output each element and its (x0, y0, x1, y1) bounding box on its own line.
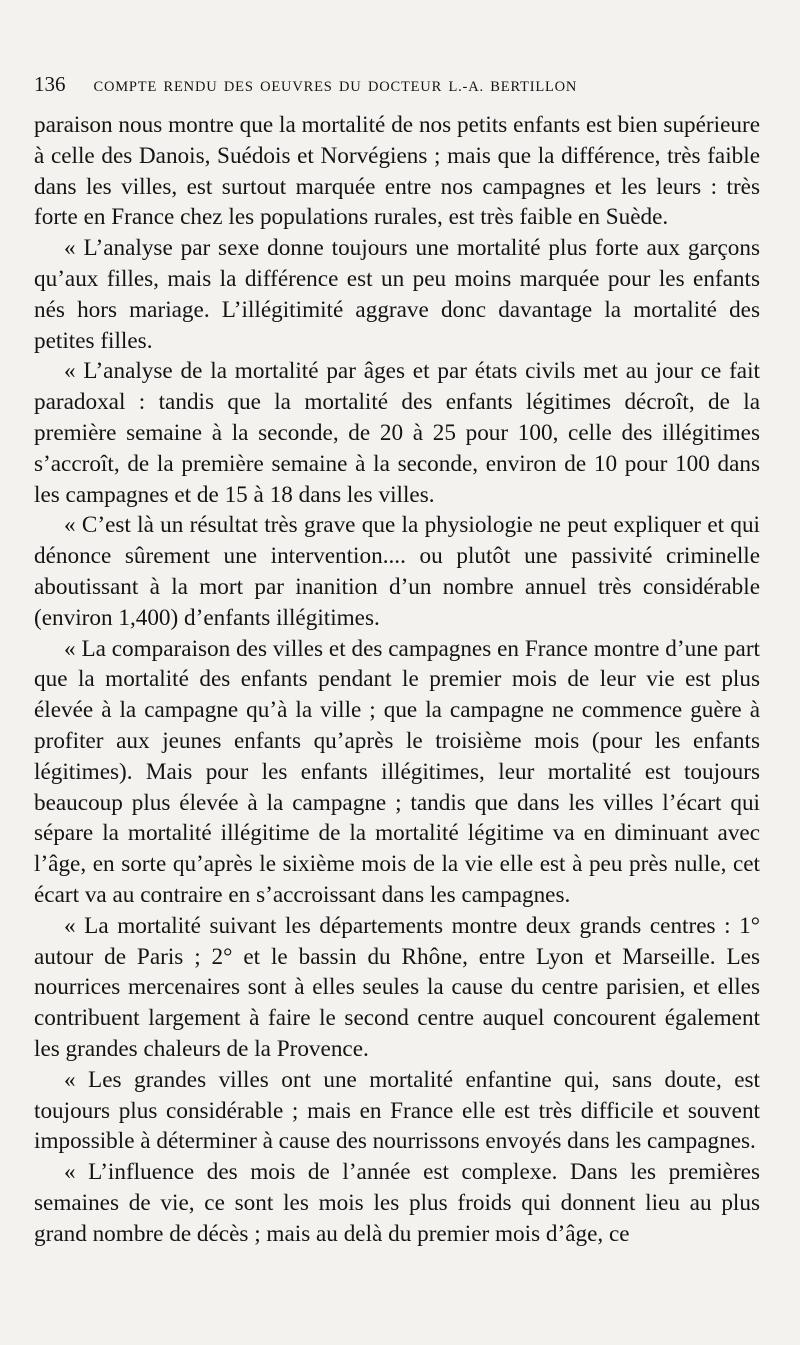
paragraph-continued: paraison nous montre que la mortalité de nos petits enfants est bien supérieure à celle des Danois, Suédois et Norvégiens ; mais que la différence, très faible dans les villes, est surtout marquée entre nos campagnes et les leurs : très forte en France chez les populations rurales, est très faible en Suède. (34, 112, 760, 231)
page-number: 136 (34, 72, 66, 96)
paragraph: « La mortalité suivant les départements montre deux grands centres : 1° autour de Paris ; 2° et le bassin du Rhône, entre Lyon et Marseille. Les nourrices mercenaires sont à elles seules la cause du centre parisien, et elles contribuent largement à faire le second centre auquel concourent également les grandes chaleurs de la Provence. (34, 912, 760, 1062)
paragraph: « La comparaison des villes et des campagnes en France montre d’une part que la mortalité des enfants pendant le premier mois de leur vie est plus élevée à la campagne qu’à la ville ; que la campagne ne commence guère à profiter aux jeunes enfants qu’après le troisième mois (pour les enfants légitimes). Mais pour les enfants illégitimes, leur mortalité est toujours beaucoup plus élevée à la campagne ; tandis que dans les villes l’écart qui sépare la mortalité illégitime de la mortalité légitime va en diminuant avec l’âge, en sorte qu’après le sixième mois de la vie elle est à peu près nulle, cet écart va au contraire en s’accroissant dans les campagnes. (34, 635, 760, 908)
paragraph: « C’est là un résultat très grave que la physiologie ne peut expliquer et qui dénonce sûrement une intervention.... ou plutôt une passivité criminelle aboutissant à la mort par inanition d’un nombre annuel très considérable (environ 1,400) d’enfants illégitimes. (34, 512, 760, 631)
running-title: COMPTE RENDU DES OEUVRES DU DOCTEUR L.-A. BERTILLON (93, 79, 578, 95)
body-text (34, 110, 760, 1249)
paragraph: « Les grandes villes ont une mortalité enfantine qui, sans doute, est toujours plus considérable ; mais en France elle est très difficile et souvent impossible à déterminer à cause des nourrissons envoyés dans les campagnes. (34, 1066, 760, 1155)
paragraph: « L’analyse de la mortalité par âges et par états civils met au jour ce fait paradoxal : tandis que la mortalité des enfants légitimes décroît, de la première semaine à la seconde, de 20 à 25 pour 100, celle des illégitimes s’accroît, de la première semaine à la seconde, environ de 10 pour 100 dans les campagnes et de 15 à 18 dans les villes. (34, 358, 760, 508)
running-head (34, 72, 760, 102)
paragraph: « L’analyse par sexe donne toujours une mortalité plus forte aux garçons qu’aux filles, mais la différence est un peu moins marquée pour les enfants nés hors mariage. L’illégitimité aggrave donc davantage la mortalité des petites filles. (34, 235, 760, 354)
paragraph: « L’influence des mois de l’année est complexe. Dans les premières semaines de vie, ce sont les mois les plus froids qui donnent lieu au plus grand nombre de décès ; mais au delà du premier mois d’âge, ce (34, 1159, 760, 1247)
